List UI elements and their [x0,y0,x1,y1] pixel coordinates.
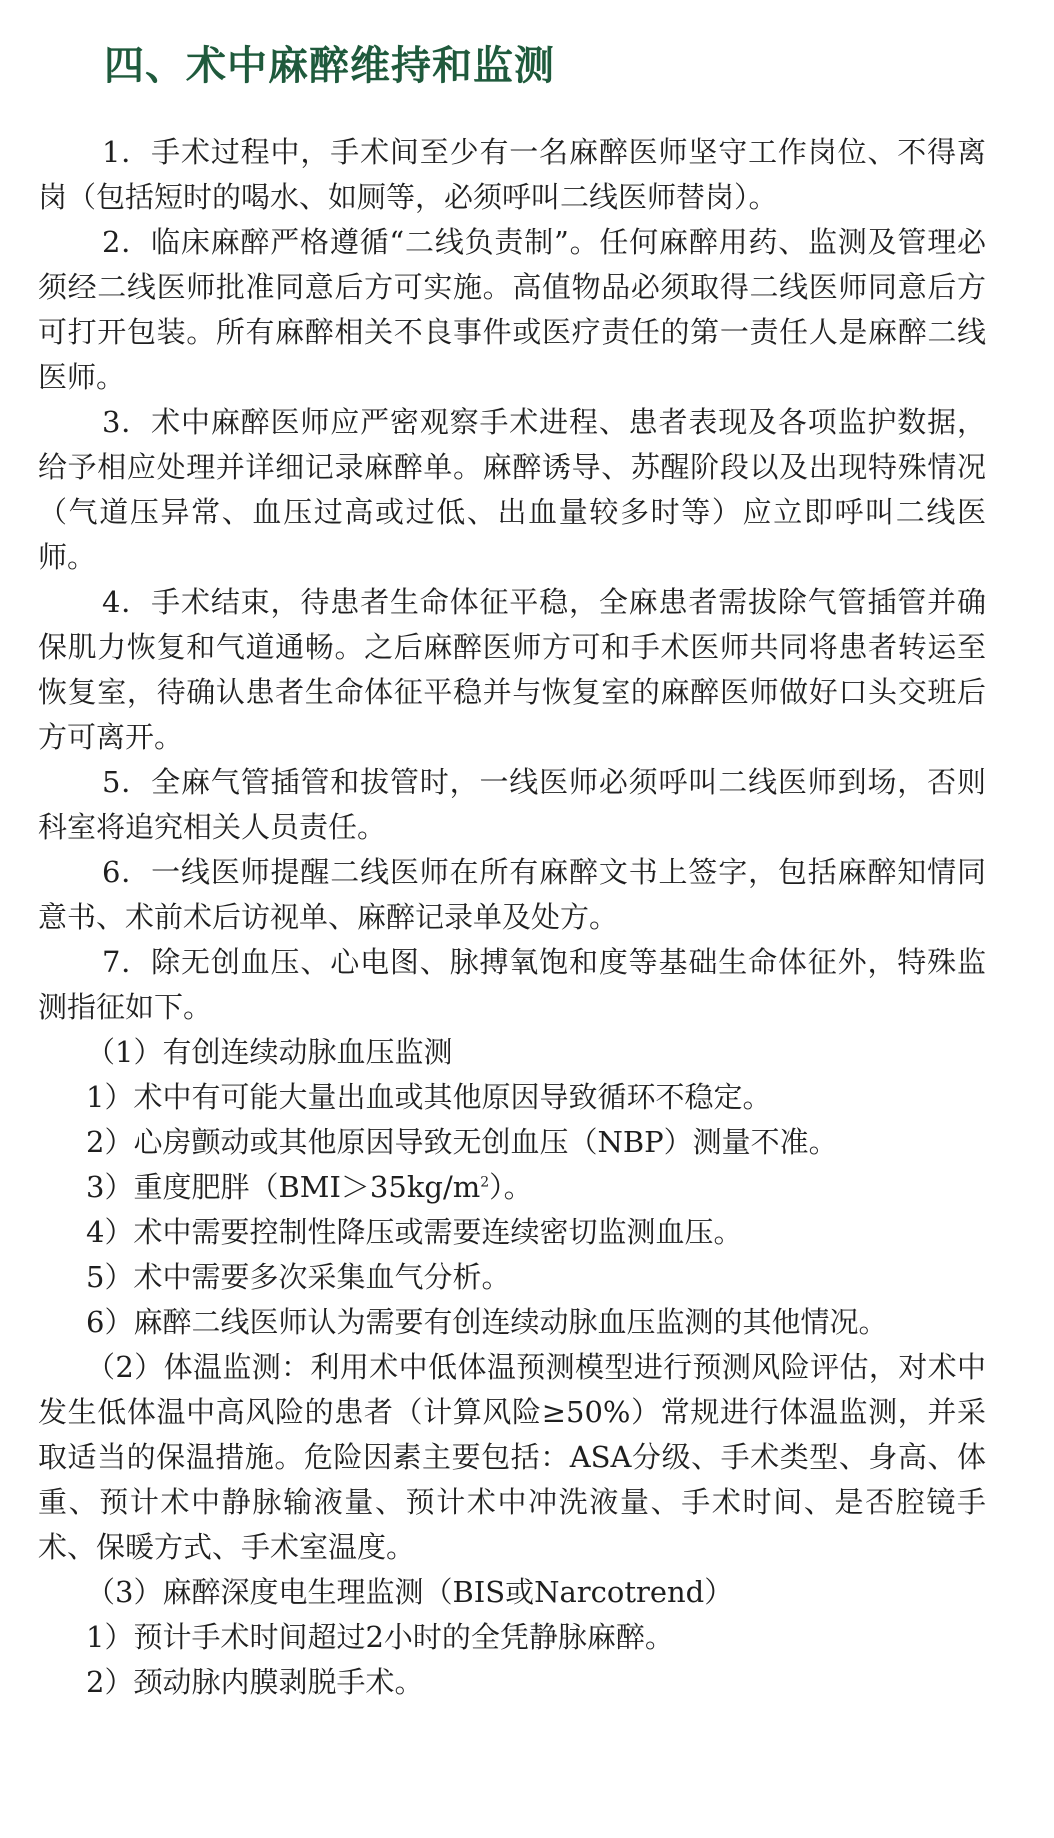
subsection-1-item-4: 4）术中需要控制性降压或需要连续密切监测血压。 [86,1215,743,1249]
item-3-text: 3）重度肥胖（BMI＞35kg/m [86,1170,481,1204]
subsection-1-title: （1）有创连续动脉血压监测 [86,1035,453,1069]
subsection-1-item-6: 6）麻醉二线医师认为需要有创连续动脉血压监测的其他情况。 [86,1305,888,1339]
subsection-1-item-1: 1）术中有可能大量出血或其他原因导致循环不稳定。 [86,1080,772,1114]
paragraph-6: 6．一线医师提醒二线医师在所有麻醉文书上签字，包括麻醉知情同意书、术前术后访视单、麻醉记录单及处方。 [38,855,986,934]
item-3-end: ）。 [489,1170,533,1204]
section-heading: 四、术中麻醉维持和监测 [104,43,555,89]
subsection-3-item-1: 1）预计手术时间超过2小时的全凭静脉麻醉。 [86,1620,674,1654]
subsection-1-item-3 [38,1165,986,1210]
paragraph-7: 7．除无创血压、心电图、脉搏氧饱和度等基础生命体征外，特殊监测指征如下。 [38,945,986,1024]
subsection-1-item-5: 5）术中需要多次采集血气分析。 [86,1260,511,1294]
paragraph-4: 4．手术结束，待患者生命体征平稳，全麻患者需拔除气管插管并确保肌力恢复和气道通畅。之后麻醉医师方可和手术医师共同将患者转运至恢复室，待确认患者生命体征平稳并与恢复室的麻醉医师做好口头交班后方可离开。 [38,585,986,754]
paragraph-5: 5．全麻气管插管和拔管时，一线医师必须呼叫二线医师到场，否则科室将追究相关人员责任。 [38,765,986,844]
subsection-3-item-2: 2）颈动脉内膜剥脱手术。 [86,1665,424,1699]
document-body [38,130,986,1705]
subsection-2-paragraph: （2）体温监测：利用术中低体温预测模型进行预测风险评估，对术中发生低体温中高风险的患者（计算风险≥50%）常规进行体温监测，并采取适当的保温措施。危险因素主要包括：ASA分级、手术类型、身高、体重、预计术中静脉输液量、预计术中冲洗液量、手术时间、是否腔镜手术、保暖方式、手术室温度。 [38,1350,986,1564]
superscript-2: 2 [480,1174,490,1191]
subsection-3-title: （3）麻醉深度电生理监测（BIS或Narcotrend） [86,1575,734,1609]
paragraph-1: 1．手术过程中，手术间至少有一名麻醉医师坚守工作岗位、不得离岗（包括短时的喝水、如厕等，必须呼叫二线医师替岗）。 [38,135,986,214]
subsection-1-item-2: 2）心房颤动或其他原因导致无创血压（NBP）测量不准。 [86,1125,838,1159]
paragraph-3: 3．术中麻醉医师应严密观察手术进程、患者表现及各项监护数据，给予相应处理并详细记录麻醉单。麻醉诱导、苏醒阶段以及出现特殊情况（气道压异常、血压过高或过低、出血量较多时等）应立即呼叫二线医师。 [38,405,986,574]
paragraph-2: 2．临床麻醉严格遵循“二线负责制”。任何麻醉用药、监测及管理必须经二线医师批准同意后方可实施。高值物品必须取得二线医师同意后方可打开包装。所有麻醉相关不良事件或医疗责任的第一责任人是麻醉二线医师。 [38,225,986,394]
